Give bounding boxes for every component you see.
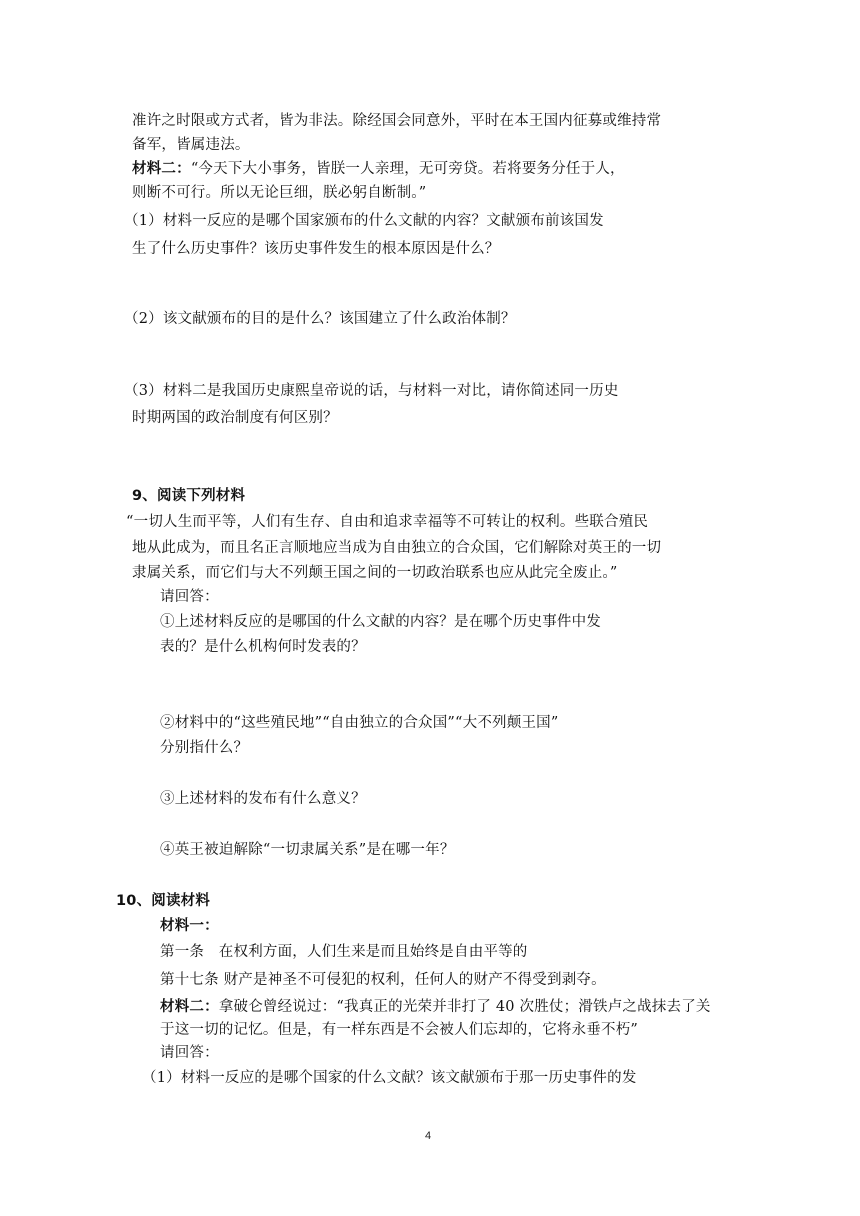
question-line: 分别指什么？ xyxy=(160,740,249,756)
text-line: 准许之时限或方式者，皆为非法。除经国会同意外，平时在本王国内征募或维持常 xyxy=(132,113,662,129)
text-line: 则断不可行。所以无论巨细，朕必躬自断制。” xyxy=(132,185,427,201)
answer-prompt: 请回答： xyxy=(160,589,219,605)
quote-line: 于这一切的记忆。但是，有一样东西是不会被人们忘却的，它将永垂不朽” xyxy=(160,1022,639,1038)
text-line: 备军，皆属违法。 xyxy=(132,137,250,153)
quote-line: 隶属关系，而它们与大不列颠王国之间的一切政治联系也应从此完全废止。” xyxy=(132,565,618,581)
material-label: 材料一： xyxy=(160,917,219,934)
question-line: （1）材料一反应的是哪个国家的什么文献？该文献颁布于那一历史事件的发 xyxy=(142,1070,637,1086)
question-line: ③上述材料的发布有什么意义？ xyxy=(160,791,366,807)
question-line: 生了什么历史事件？该历史事件发生的根本原因是什么？ xyxy=(132,241,500,257)
question-9-heading: 9、阅读下列材料 xyxy=(132,488,246,504)
article-line: 第十七条 财产是神圣不可侵犯的权利，任何人的财产不得受到剥夺。 xyxy=(160,972,606,988)
material-two-line xyxy=(132,159,625,179)
question-line: 时期两国的政治制度有何区别？ xyxy=(132,410,338,426)
quote-line: 地从此成为，而且名正言顺地应当成为自由独立的合众国，它们解除对英王的一切 xyxy=(132,540,662,556)
article-line: 第一条 在权利方面，人们生来是而且始终是自由平等的 xyxy=(160,944,528,960)
page-number: 4 xyxy=(425,1130,432,1142)
material-two-line xyxy=(160,997,711,1017)
question-line: （3）材料二是我国历史康熙皇帝说的话，与材料一对比，请你简述同一历史 xyxy=(124,383,619,399)
material-text: “今天下大小事务，皆朕一人亲理，无可旁贷。若将要务分任于人， xyxy=(190,161,625,177)
quote-line: “一切人生而平等，人们有生存、自由和追求幸福等不可转让的权利。些联合殖民 xyxy=(126,514,649,530)
material-text: 拿破仑曾经说过：“我真正的光荣并非打了 40 次胜仗；滑铁卢之战抹去了关 xyxy=(218,999,711,1015)
material-label: 材料二： xyxy=(132,160,191,177)
question-line: ④英王被迫解除“一切隶属关系”是在哪一年？ xyxy=(160,842,455,858)
question-line: （2）该文献颁布的目的是什么？该国建立了什么政治体制？ xyxy=(124,311,516,327)
question-line: ①上述材料反应的是哪国的什么文献的内容？是在哪个历史事件中发 xyxy=(160,614,601,630)
question-line: ②材料中的“这些殖民地”“自由独立的合众国”“大不列颠王国” xyxy=(160,715,559,731)
answer-prompt: 请回答： xyxy=(160,1045,219,1061)
material-label: 材料二： xyxy=(160,998,219,1015)
question-line: （1）材料一反应的是哪个国家颁布的什么文献的内容？文献颁布前该国发 xyxy=(124,213,604,229)
question-line: 表的？是什么机构何时发表的？ xyxy=(160,639,366,655)
question-10-heading: 10、阅读材料 xyxy=(116,893,211,909)
